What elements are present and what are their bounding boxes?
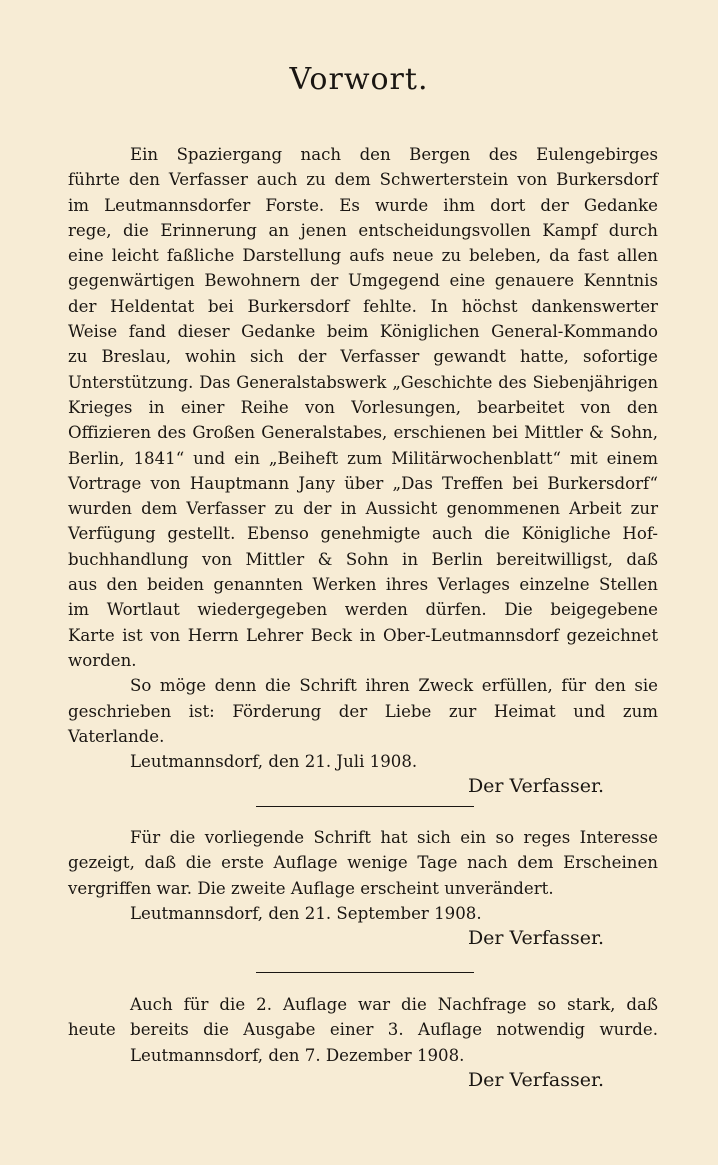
paragraph-line: wurden dem Verfasser zu der in Aussicht genommenen Arbeit zur xyxy=(68,499,658,519)
paragraph-line: führte den Verfasser auch zu dem Schwerterstein von Burkersdorf xyxy=(68,170,658,190)
paragraph-line: heute bereits die Ausgabe einer 3. Auflage notwendig wurde. xyxy=(68,1020,658,1040)
paragraph-line: Krieges in einer Reihe von Vorlesungen, bearbeitet von den xyxy=(68,397,658,417)
paragraph-line: rege, die Erinnerung an jenen entscheidungsvollen Kampf durch xyxy=(68,220,658,240)
paragraph-line: buchhandlung von Mittler & Sohn in Berlin bereitwilligst, daß xyxy=(68,549,658,569)
paragraph-line: im Leutmannsdorfer Forste. Es wurde ihm dort der Gedanke xyxy=(68,195,658,215)
dateline: Leutmannsdorf, den 21. September 1908. xyxy=(130,903,482,923)
paragraph-main xyxy=(68,142,658,800)
divider-rule xyxy=(256,806,474,807)
paragraph-line: Vortrage von Hauptmann Jany über „Das Treffen bei Burkersdorf“ xyxy=(68,473,658,493)
paragraph-line: So möge denn die Schrift ihren Zweck erfüllen, für den sie xyxy=(130,676,658,696)
notice-second-edition xyxy=(68,825,658,951)
divider-rule xyxy=(256,972,474,973)
page-title: Vorwort. xyxy=(289,62,429,97)
paragraph-line: Auch für die 2. Auflage war die Nachfrage so stark, daß xyxy=(130,995,658,1014)
paragraph-line: der Heldentat bei Burkersdorf fehlte. In höchst dankenswerter xyxy=(68,296,658,316)
paragraph-line: aus den beiden genannten Werken ihres Verlages einzelne Stellen xyxy=(68,575,658,595)
paragraph-line: Berlin, 1841“ und ein „Beiheft zum Militärwochenblatt“ mit einem xyxy=(68,448,658,468)
paragraph-line: Weise fand dieser Gedanke beim Königlichen General-Kommando xyxy=(68,322,658,342)
paragraph-line: Für die vorliegende Schrift hat sich ein so reges Interesse xyxy=(130,828,658,847)
signature: Der Verfasser. xyxy=(467,775,604,798)
paragraph-line: Offizieren des Großen Generalstabes, erschienen bei Mittler & Sohn, xyxy=(68,423,658,443)
paragraph-line: zu Breslau, wohin sich der Verfasser gewandt hatte, sofortige xyxy=(68,347,658,367)
paragraph-line: Unterstützung. Das Generalstabswerk „Geschichte des Siebenjährigen xyxy=(68,372,658,392)
signature: Der Verfasser. xyxy=(467,1068,604,1091)
dateline: Leutmannsdorf, den 21. Juli 1908. xyxy=(130,752,418,772)
paragraph-line: worden. xyxy=(68,650,137,670)
dateline: Leutmannsdorf, den 7. Dezember 1908. xyxy=(130,1045,465,1065)
signature: Der Verfasser. xyxy=(467,927,604,950)
paragraph-line: gezeigt, daß die erste Auflage wenige Tage nach dem Erscheinen xyxy=(68,853,658,873)
paragraph-line: Verfügung gestellt. Ebenso genehmigte auch die Königliche Hof- xyxy=(68,524,658,544)
notice-third-edition xyxy=(68,992,658,1093)
paragraph-line: Ein Spaziergang nach den Bergen des Eulengebirges xyxy=(130,145,658,164)
paragraph-line: eine leicht faßliche Darstellung aufs neue zu beleben, da fast allen xyxy=(68,246,658,266)
paragraph-line: vergriffen war. Die zweite Auflage erscheint unverändert. xyxy=(68,878,554,898)
paragraph-line: Vaterlande. xyxy=(68,726,165,746)
paragraph-line: im Wortlaut wiedergegeben werden dürfen. Die beigegebene xyxy=(68,600,658,620)
paragraph-line: gegenwärtigen Bewohnern der Umgegend eine genauere Kenntnis xyxy=(68,271,658,291)
paragraph-line: geschrieben ist: Förderung der Liebe zur Heimat und zum xyxy=(68,701,658,721)
paragraph-line: Karte ist von Herrn Lehrer Beck in Ober-Leutmannsdorf gezeichnet xyxy=(68,625,658,645)
